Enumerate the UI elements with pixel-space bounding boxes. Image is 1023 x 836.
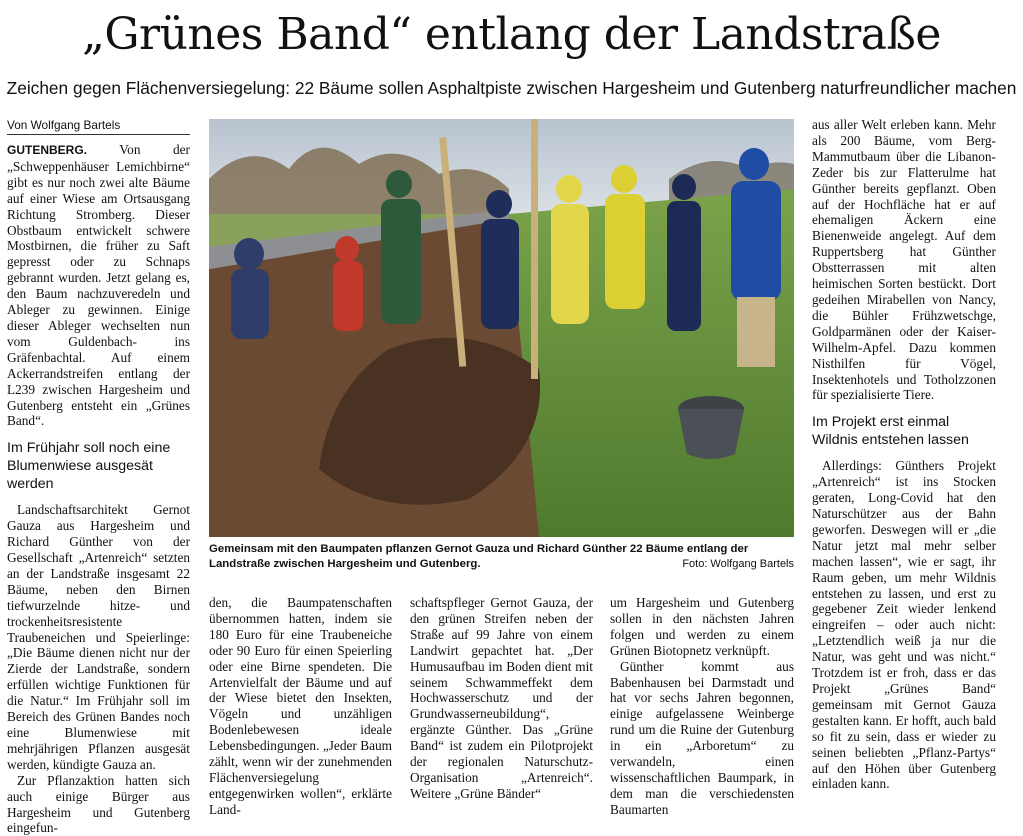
column-2 xyxy=(209,595,392,817)
column-1 xyxy=(7,117,190,836)
paragraph: um Hargesheim und Gutenberg sollen in den nächsten Jahren folgen und werden zu einem Grünen Biotopnetz verknüpft. xyxy=(610,595,794,658)
intermediate-heading: Im Projekt erst einmal Wildnis entstehen lassen xyxy=(812,414,969,449)
photo-credit: Foto: Wolfgang Bartels xyxy=(682,558,794,570)
photo-tree-planting xyxy=(209,119,794,537)
column-5 xyxy=(812,117,996,807)
article-photo xyxy=(209,119,794,537)
column-3 xyxy=(410,595,593,810)
paragraph: Zur Pflanzaktion hatten sich auch einige Bürger aus Hargesheim und Gutenberg eingefun- xyxy=(7,772,190,836)
lead-paragraph: GUTENBERG. Von der „Schweppenhäuser Lemichbirne“ gibt es nur noch zwei alte Bäume auf einer Wiese am Ortsausgang Richtung Stromberg. Dieser Obstbaum entwickelt schwere Mostbirnen, die früher zu Saft gepresst oder zu Schnaps gebrannt wurden. Jetzt gelang es, den Baum nachzuveredeln und Ableger zu gewinnen. Einige dieser Ableger wechselten nun vom Guldenbach- ins Gräfenbachtal. Auf einem Ackerrandstreifen entlang der L239 zwischen Hargesheim und Gutenberg entsteht ein „Grünes Band“. xyxy=(7,142,190,429)
dateline: GUTENBERG. xyxy=(7,143,88,157)
intermediate-heading: Im Frühjahr soll noch eine Blumenwiese ausgesät werden xyxy=(7,440,171,493)
headline: „Grünes Band“ entlang der Landstraße xyxy=(82,9,941,60)
paragraph: schaftspfleger Gernot Gauza, der den grünen Streifen neben der Straße auf 99 Jahre von einem Landwirt gepachtet hat. „Der Humusaufbau im Boden dient mit seinem Schwammeffekt dem Hochwasserschutz und der Grundwasserneubildung“, ergänzte Günther. Das „Grüne Band“ ist zudem ein Pilotprojekt der regionalen Naturschutz-Organisation „Artenreich“. Weitere „Grüne Bänder“ xyxy=(410,595,593,801)
column-4 xyxy=(610,595,794,817)
byline: Von Wolfgang Bartels xyxy=(7,117,190,135)
paragraph: Allerdings: Günthers Projekt „Artenreich“ ist ins Stocken geraten, Long-Covid hat den Naturschützer aus der Bahn geworfen. Deswegen will er „die Natur jetzt mal mehr selber machen lassen“, wie er sagt, ihr Raum geben, um mehr Wildnis entstehen zu lassen, und erst zu gegebener Zeit wieder lenkend eingreifen – oder auch nicht: „Letztendlich weiß ja nur die Natur, was geht und was nicht.“ Trotzdem ist er froh, dass er das Projekt „Grünes Band“ gemeinsam mit Gernot Gauza gestalten kann. Er hofft, auch bald so fit zu sein, dass er wieder zu seinen beliebten „Pflanz-Partys“ auf den Höhen über Gutenberg einladen kann. xyxy=(812,458,996,792)
paragraph: den, die Baumpatenschaften übernommen hatten, indem sie 180 Euro für eine Traubeneiche oder 90 Euro für einen Speierling oder eine Birne spendeten. Die Artenvielfalt der Bäume und auf der Wiese bietet den Insekten, Vögeln und unzähligen Bodenlebewesen ideale Lebensbedingungen. „Jeder Baum zählt, wenn wir der zunehmenden Flächenversiegelung entgegenwirken wollen“, erklärte Land- xyxy=(209,595,392,817)
paragraph: Günther kommt aus Babenhausen bei Darmstadt und hat vor sechs Jahren begonnen, einige aufgelassene Weinberge rund um die Ruine der Gutenburg in ein „Arboretum“ zu verwandeln, einen wissenschaftlichen Baumpark, in dem man die verschiedensten Baumarten xyxy=(610,658,794,817)
paragraph: aus aller Welt erleben kann. Mehr als 200 Bäume, vom Berg-Mammutbaum über die Libanon-Zeder bis zur Flatterulme hat Günther bereits gepflanzt. Oben auf der Hochfläche hat er auf ehemaligen Äckern eine Bienenweide angelegt. Auf dem Ruppertsberg hat Günther Obstterrassen mit alten heimischen Sorten bestückt. Dort gedeihen Mirabellen von Nancy, die Bühler Frühzwetschge, Goldparmänen oder der Kaiser-Wilhelm-Apfel. Dazu kommen Nisthilfen für Vögel, Insektenhotels und Totholzzonen für spezialisierte Tiere. xyxy=(812,117,996,403)
photo-caption: Gemeinsam mit den Baumpaten pflanzen Gernot Gauza und Richard Günther 22 Bäume entlang der Landstraße zwischen Hargesheim und Gutenberg. xyxy=(209,543,749,570)
subheadline: Zeichen gegen Flächenversiegelung: 22 Bäume sollen Asphaltpiste zwischen Hargesheim und Gutenberg naturfreundlicher machen xyxy=(6,78,1017,98)
paragraph: Landschaftsarchitekt Gernot Gauza aus Hargesheim und Richard Günther von der Gesellschaft „Artenreich“ setzten an der Landstraße insgesamt 22 Bäume, neben den Birnen tiefwurzelnde hitze- und trockenheitsresistente Traubeneichen und Speierlinge: „Die Bäume dienen nicht nur der Zierde der Landstraße, sondern erfüllen wichtige Funktionen für die Natur.“ Im Frühjahr soll im Bereich des Grünen Bandes noch eine Blumenwiese mit mehrjährigen Pflanzen ausgesät werden, kündigte Gauza an. xyxy=(7,502,190,772)
